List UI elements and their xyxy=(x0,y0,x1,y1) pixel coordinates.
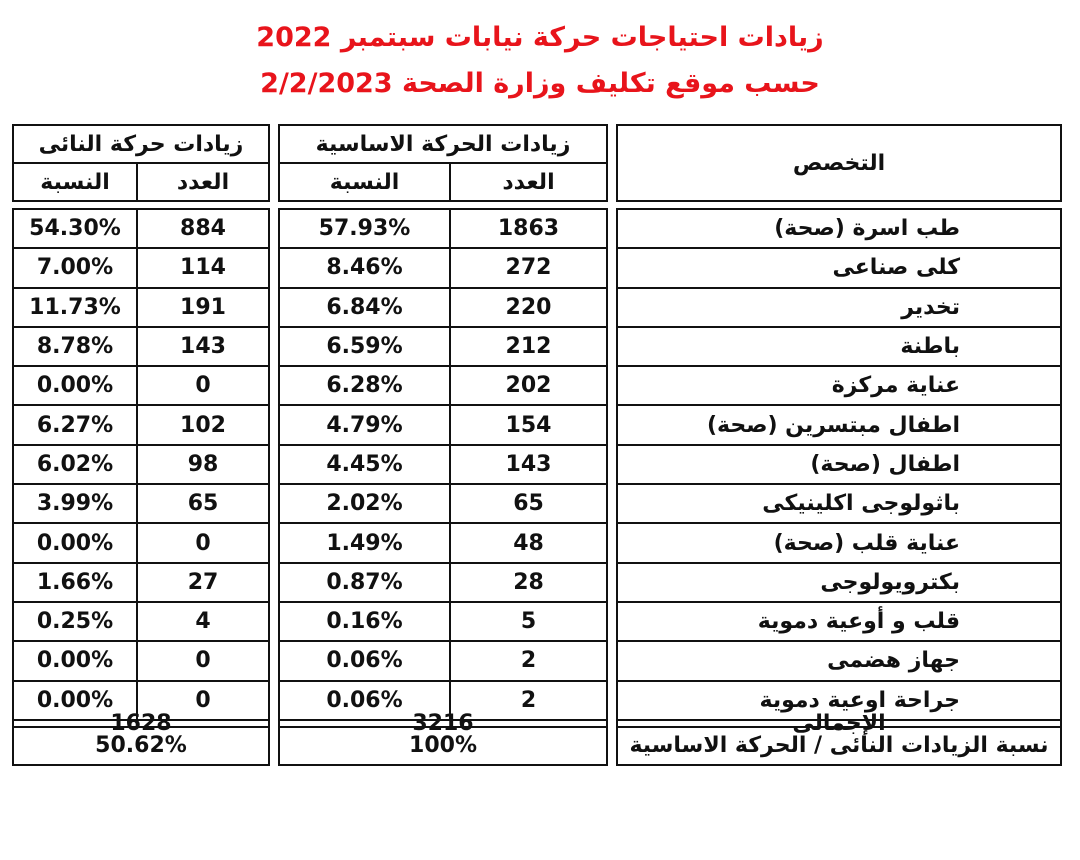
report-title: زيادات احتياجات حركة نيابات سبتمبر 2022 xyxy=(256,22,824,53)
secondary-percent-cell: 6.02% xyxy=(12,444,138,485)
basic-percent-cell: 6.59% xyxy=(278,326,451,367)
specialty-cell: بكترويولوجى xyxy=(616,562,1062,603)
secondary-count-cell: 0 xyxy=(136,522,270,563)
basic-percent-cell: 8.46% xyxy=(278,247,451,288)
specialty-cell: كلى صناعى xyxy=(616,247,1062,288)
secondary-count-cell: 102 xyxy=(136,404,270,445)
total-secondary: 1628 xyxy=(12,719,270,728)
total-label: الإجمالى xyxy=(616,719,1062,728)
basic-percent-cell: 0.06% xyxy=(278,680,451,721)
basic-percent-cell: 4.79% xyxy=(278,404,451,445)
specialty-cell: طب اسرة (صحة) xyxy=(616,208,1062,249)
basic-percent-header: النسبة xyxy=(278,162,451,202)
basic-percent-cell: 0.06% xyxy=(278,640,451,681)
specialty-header: التخصص xyxy=(616,124,1062,202)
basic-count-cell: 154 xyxy=(449,404,608,445)
basic-count-cell: 1863 xyxy=(449,208,608,249)
secondary-percent-cell: 11.73% xyxy=(12,287,138,328)
basic-count-cell: 5 xyxy=(449,601,608,642)
secondary-group-header: زيادات حركة النائى xyxy=(12,124,270,164)
basic-count-cell: 28 xyxy=(449,562,608,603)
secondary-percent-cell: 0.00% xyxy=(12,640,138,681)
basic-count-cell: 212 xyxy=(449,326,608,367)
specialty-cell: جهاز هضمى xyxy=(616,640,1062,681)
basic-count-cell: 2 xyxy=(449,640,608,681)
secondary-count-cell: 0 xyxy=(136,680,270,721)
basic-count-cell: 2 xyxy=(449,680,608,721)
basic-group-header: زيادات الحركة الاساسية xyxy=(278,124,608,164)
secondary-percent-cell: 3.99% xyxy=(12,483,138,524)
basic-count-cell: 202 xyxy=(449,365,608,406)
secondary-percent-cell: 0.00% xyxy=(12,522,138,563)
secondary-percent-cell: 7.00% xyxy=(12,247,138,288)
secondary-percent-cell: 8.78% xyxy=(12,326,138,367)
secondary-percent-cell: 54.30% xyxy=(12,208,138,249)
secondary-count-cell: 0 xyxy=(136,365,270,406)
ratio-label: نسبة الزيادات النائى / الحركة الاساسية xyxy=(616,726,1062,766)
secondary-percent-cell: 6.27% xyxy=(12,404,138,445)
specialty-cell: تخدير xyxy=(616,287,1062,328)
specialty-cell: اطفال مبتسرين (صحة) xyxy=(616,404,1062,445)
specialty-cell: عناية قلب (صحة) xyxy=(616,522,1062,563)
basic-percent-cell: 0.87% xyxy=(278,562,451,603)
specialty-cell: اطفال (صحة) xyxy=(616,444,1062,485)
ratio-basic: 100% xyxy=(278,726,608,766)
basic-count-header: العدد xyxy=(449,162,608,202)
secondary-percent-cell: 0.00% xyxy=(12,365,138,406)
total-basic: 3216 xyxy=(278,719,608,728)
basic-count-cell: 143 xyxy=(449,444,608,485)
needs-table xyxy=(14,126,1062,804)
specialty-cell: عناية مركزة xyxy=(616,365,1062,406)
basic-percent-cell: 57.93% xyxy=(278,208,451,249)
basic-percent-cell: 4.45% xyxy=(278,444,451,485)
secondary-count-cell: 65 xyxy=(136,483,270,524)
secondary-percent-cell: 0.00% xyxy=(12,680,138,721)
basic-count-cell: 272 xyxy=(449,247,608,288)
specialty-cell: باطنة xyxy=(616,326,1062,367)
basic-percent-cell: 2.02% xyxy=(278,483,451,524)
basic-count-cell: 220 xyxy=(449,287,608,328)
basic-percent-cell: 6.28% xyxy=(278,365,451,406)
basic-count-cell: 65 xyxy=(449,483,608,524)
specialty-cell: باثولوجى اكلينيكى xyxy=(616,483,1062,524)
basic-percent-cell: 0.16% xyxy=(278,601,451,642)
specialty-cell: قلب و أوعية دموية xyxy=(616,601,1062,642)
basic-count-cell: 48 xyxy=(449,522,608,563)
secondary-count-cell: 191 xyxy=(136,287,270,328)
report-subtitle: حسب موقع تكليف وزارة الصحة 2/2/2023 xyxy=(260,68,820,99)
secondary-count-cell: 4 xyxy=(136,601,270,642)
secondary-count-header: العدد xyxy=(136,162,270,202)
secondary-count-cell: 114 xyxy=(136,247,270,288)
basic-percent-cell: 6.84% xyxy=(278,287,451,328)
secondary-count-cell: 0 xyxy=(136,640,270,681)
basic-percent-cell: 1.49% xyxy=(278,522,451,563)
secondary-percent-cell: 1.66% xyxy=(12,562,138,603)
ratio-secondary: 50.62% xyxy=(12,726,270,766)
secondary-percent-header: النسبة xyxy=(12,162,138,202)
secondary-count-cell: 143 xyxy=(136,326,270,367)
secondary-count-cell: 98 xyxy=(136,444,270,485)
secondary-count-cell: 27 xyxy=(136,562,270,603)
specialty-cell: جراحة اوعية دموية xyxy=(616,680,1062,721)
secondary-count-cell: 884 xyxy=(136,208,270,249)
secondary-percent-cell: 0.25% xyxy=(12,601,138,642)
